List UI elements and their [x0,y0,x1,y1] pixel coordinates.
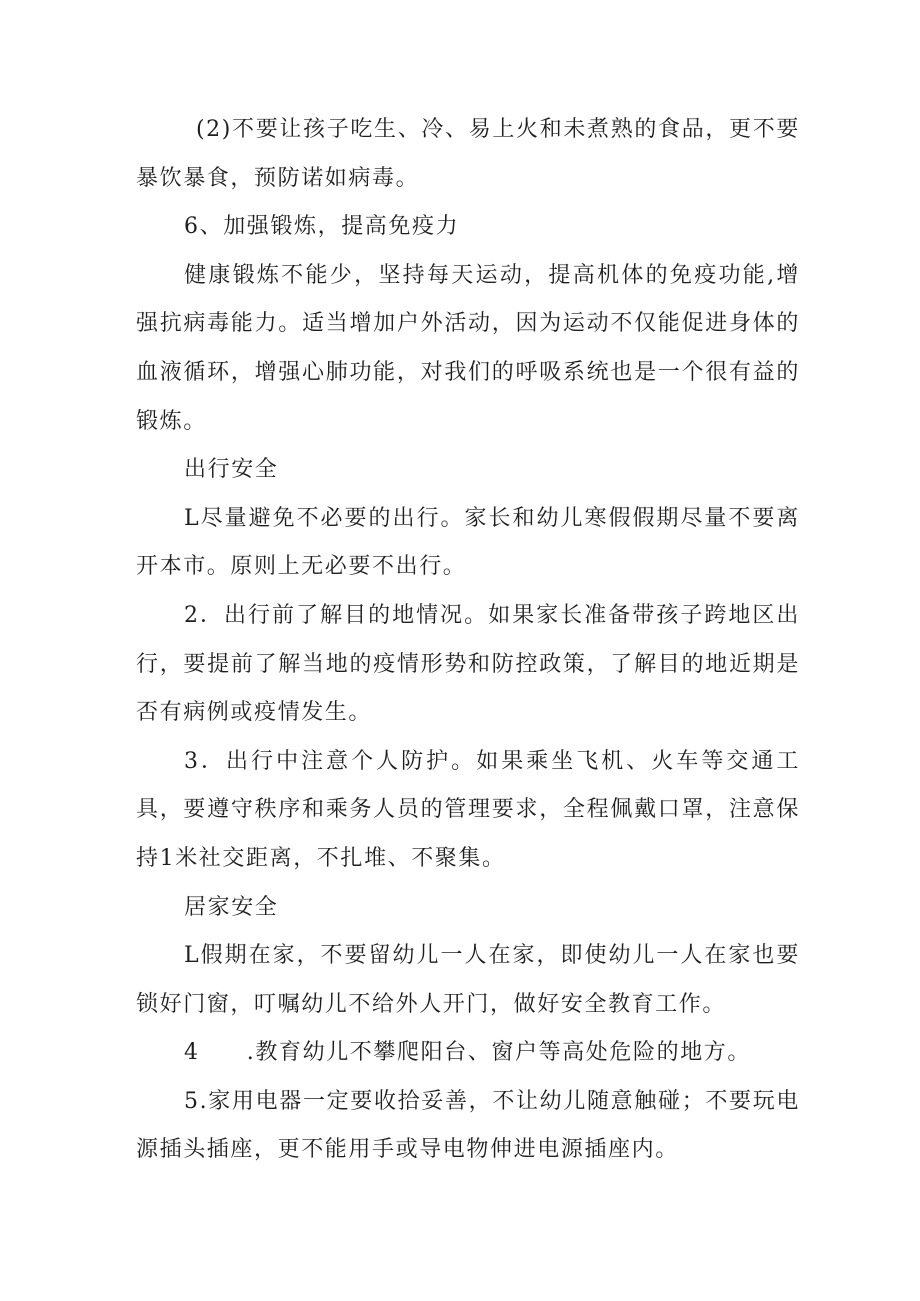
heading-home-safety: 居家安全 [184,894,279,920]
document-body [136,106,800,1175]
heading-exercise: 6、加强锻炼，提高免疫力 [184,214,460,240]
heading-travel-safety: 出行安全 [184,457,279,483]
paragraph-home-5: 5.家用电器一定要收拾妥善，不让幼儿随意触碰；不要玩电源插头插座，更不能用手或导电物伸进电源插座内。 [136,1088,800,1163]
paragraph-home-1: L假期在家，不要留幼儿一人在家，即使幼儿一人在家也要锁好门窗，叮嘱幼儿不给外人开门，做好安全教育工作。 [136,943,800,1017]
paragraph-exercise: 健康锻炼不能少，坚持每天运动，提高机体的免疫功能,增强抗病毒能力。适当增加户外活动，因为运动不仅能促进身体的血液循环，增强心肺功能，对我们的呼吸系统也是一个很有益的锻炼。 [136,262,800,434]
paragraph-travel-2: 2．出行前了解目的地情况。如果家长准备带孩子跨地区出行，要提前了解当地的疫情形势和防控政策，了解目的地近期是否有病例或疫情发生。 [136,602,800,726]
paragraph-travel-3: 3．出行中注意个人防护。如果乘坐飞机、火车等交通工具，要遵守秩序和乘务人员的管理要求，全程佩戴口罩，注意保持1米社交距离，不扎堆、不聚集。 [136,748,800,871]
paragraph-travel-1: L尽量避免不必要的出行。家长和幼儿寒假假期尽量不要离开本市。原则上无必要不出行。 [136,505,800,580]
paragraph-diet-advice: (2)不要让孩子吃生、冷、易上火和未煮熟的食品，更不要暴饮暴食，预防诺如病毒。 [136,117,800,191]
paragraph-home-4: 4 .教育幼儿不攀爬阳台、窗户等高处危险的地方。 [184,1040,751,1066]
